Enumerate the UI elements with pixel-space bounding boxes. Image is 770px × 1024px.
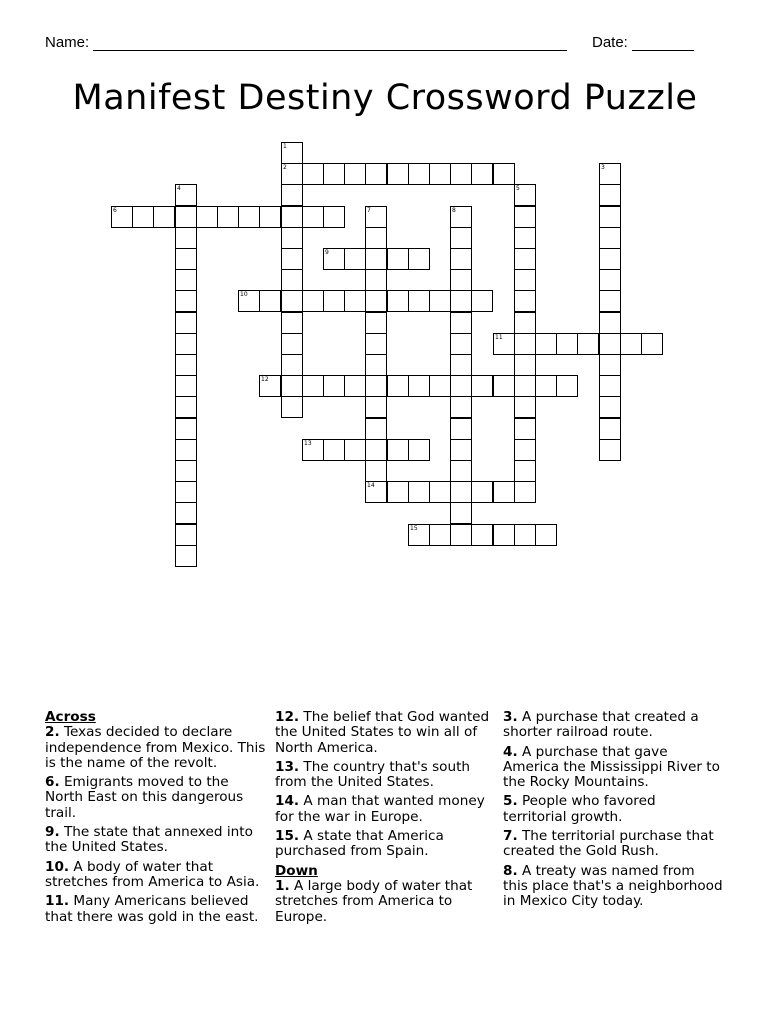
grid-cell[interactable] (175, 184, 197, 206)
grid-cell[interactable] (514, 184, 536, 206)
clue-number: 7 (367, 207, 371, 214)
grid-cell[interactable] (493, 163, 515, 185)
grid-cell[interactable] (599, 248, 621, 270)
grid-cell[interactable] (175, 481, 197, 503)
grid-cell[interactable] (387, 439, 409, 461)
grid-cell[interactable] (599, 396, 621, 418)
grid-cell[interactable] (238, 290, 260, 312)
across-heading: Across (45, 709, 96, 725)
grid-cell[interactable] (259, 375, 281, 397)
grid-cell[interactable] (323, 163, 345, 185)
clues-column-1 (45, 710, 267, 929)
grid-cell[interactable] (175, 396, 197, 418)
clue-item (503, 864, 723, 910)
grid-cell[interactable] (344, 248, 366, 270)
grid-cell[interactable] (175, 460, 197, 482)
grid-cell[interactable] (365, 418, 387, 440)
clue-item (45, 860, 267, 891)
grid-cell[interactable] (323, 248, 345, 270)
grid-cell[interactable] (514, 312, 536, 334)
clue-number: 12. (275, 709, 300, 725)
clue-number: 11 (495, 334, 503, 341)
clue-text: Many Americans believed that there was gold in the east. (45, 893, 259, 925)
grid-cell[interactable] (493, 524, 515, 546)
grid-cell[interactable] (365, 163, 387, 185)
grid-cell[interactable] (217, 206, 239, 228)
clue-number: 14. (275, 793, 300, 810)
grid-cell[interactable] (132, 206, 154, 228)
grid-cell[interactable] (365, 333, 387, 355)
grid-cell[interactable] (281, 396, 303, 418)
clue-item (503, 710, 723, 741)
clue-text: A treaty was named from this place that's a neighborhood in Mexico City today. (503, 862, 723, 910)
grid-cell[interactable] (111, 206, 133, 228)
clue-text: The country that's south from the United States. (275, 758, 471, 791)
grid-cell[interactable] (153, 206, 175, 228)
grid-cell[interactable] (281, 290, 303, 312)
grid-cell[interactable] (471, 290, 493, 312)
clue-number: 4. (503, 743, 518, 760)
grid-cell[interactable] (556, 333, 578, 355)
grid-cell[interactable] (450, 206, 472, 228)
clue-number: 12 (261, 376, 269, 383)
grid-cell[interactable] (408, 248, 430, 270)
grid-cell[interactable] (344, 163, 366, 185)
grid-cell[interactable] (493, 481, 515, 503)
clue-item (45, 775, 267, 821)
grid-cell[interactable] (450, 439, 472, 461)
grid-cell[interactable] (175, 333, 197, 355)
grid-cell[interactable] (450, 418, 472, 440)
grid-cell[interactable] (365, 375, 387, 397)
grid-cell[interactable] (387, 481, 409, 503)
clue-item (275, 710, 493, 756)
grid-cell[interactable] (429, 375, 451, 397)
grid-cell[interactable] (365, 248, 387, 270)
grid-cell[interactable] (365, 481, 387, 503)
clue-number: 13. (275, 758, 300, 775)
date-label: Date: (592, 34, 628, 51)
grid-cell[interactable] (599, 227, 621, 249)
grid-cell[interactable] (493, 375, 515, 397)
grid-cell[interactable] (514, 375, 536, 397)
name-label: Name: (45, 34, 90, 51)
clue-text: A purchase that gave America the Mississippi River to the Rocky Mountains. (503, 743, 720, 791)
clue-text: The territorial purchase that created the Gold Rush. (503, 828, 714, 860)
grid-cell[interactable] (408, 290, 430, 312)
grid-cell[interactable] (365, 439, 387, 461)
grid-cell[interactable] (281, 333, 303, 355)
grid-cell[interactable] (281, 184, 303, 206)
grid-cell[interactable] (281, 269, 303, 291)
grid-cell[interactable] (302, 290, 324, 312)
grid-cell[interactable] (450, 460, 472, 482)
grid-cell[interactable] (323, 375, 345, 397)
clue-item (275, 794, 493, 825)
clue-number: 3. (503, 709, 518, 725)
grid-cell[interactable] (450, 524, 472, 546)
clue-number: 2. (45, 724, 60, 741)
clue-text: Texas decided to declare independence from Mexico. This is the name of the revolt. (45, 724, 266, 771)
clue-item (503, 745, 723, 791)
clue-text: The belief that God wanted the United States to win all of North America. (275, 709, 490, 756)
grid-cell[interactable] (175, 227, 197, 249)
grid-cell[interactable] (577, 333, 599, 355)
clue-text: People who favored territorial growth. (503, 793, 656, 825)
clue-number: 15 (410, 525, 418, 532)
grid-cell[interactable] (493, 333, 515, 355)
grid-cell[interactable] (599, 269, 621, 291)
clue-number: 1 (283, 143, 287, 150)
grid-cell[interactable] (281, 248, 303, 270)
grid-cell[interactable] (175, 502, 197, 524)
grid-cell[interactable] (365, 227, 387, 249)
grid-cell[interactable] (450, 312, 472, 334)
grid-cell[interactable] (281, 227, 303, 249)
grid-cell[interactable] (365, 269, 387, 291)
grid-cell[interactable] (175, 290, 197, 312)
grid-cell[interactable] (196, 206, 218, 228)
grid-cell[interactable] (620, 333, 642, 355)
clue-number: 10 (240, 291, 248, 298)
grid-cell[interactable] (365, 312, 387, 334)
grid-cell[interactable] (302, 375, 324, 397)
grid-cell[interactable] (175, 524, 197, 546)
grid-cell[interactable] (535, 375, 557, 397)
grid-cell[interactable] (302, 206, 324, 228)
grid-cell[interactable] (471, 524, 493, 546)
grid-cell[interactable] (599, 375, 621, 397)
clue-number: 14 (367, 482, 375, 489)
grid-cell[interactable] (387, 163, 409, 185)
clue-item (45, 894, 267, 925)
grid-cell[interactable] (599, 439, 621, 461)
page-title: Manifest Destiny Crossword Puzzle (72, 78, 698, 118)
grid-cell[interactable] (514, 248, 536, 270)
grid-cell[interactable] (450, 354, 472, 376)
grid-cell[interactable] (408, 481, 430, 503)
grid-cell[interactable] (175, 545, 197, 567)
grid-cell[interactable] (514, 333, 536, 355)
grid-cell[interactable] (535, 524, 557, 546)
clue-item (45, 725, 267, 771)
grid-cell[interactable] (408, 524, 430, 546)
grid-cell[interactable] (514, 206, 536, 228)
clue-item (503, 829, 723, 860)
grid-cell[interactable] (365, 460, 387, 482)
grid-cell[interactable] (514, 439, 536, 461)
grid-cell[interactable] (387, 375, 409, 397)
clue-item (275, 829, 493, 860)
down-heading: Down (275, 862, 318, 879)
clue-number: 2 (283, 164, 287, 171)
grid-cell[interactable] (323, 290, 345, 312)
grid-cell[interactable] (281, 206, 303, 228)
grid-cell[interactable] (641, 333, 663, 355)
clue-item (275, 879, 493, 925)
grid-cell[interactable] (175, 375, 197, 397)
grid-cell[interactable] (344, 290, 366, 312)
grid-cell[interactable] (302, 163, 324, 185)
clue-number: 5 (516, 185, 520, 192)
grid-cell[interactable] (281, 142, 303, 164)
grid-cell[interactable] (599, 333, 621, 355)
grid-cell[interactable] (365, 206, 387, 228)
grid-cell[interactable] (556, 375, 578, 397)
clue-number: 5. (503, 793, 518, 810)
grid-cell[interactable] (599, 418, 621, 440)
clue-number: 10. (45, 858, 70, 875)
grid-cell[interactable] (175, 269, 197, 291)
grid-cell[interactable] (450, 163, 472, 185)
clue-number: 8 (452, 207, 456, 214)
grid-cell[interactable] (450, 502, 472, 524)
clue-number: 8. (503, 862, 518, 879)
clue-number: 7. (503, 828, 518, 845)
grid-cell[interactable] (175, 312, 197, 334)
grid-cell[interactable] (450, 290, 472, 312)
grid-cell[interactable] (599, 206, 621, 228)
clue-number: 15. (275, 828, 300, 845)
grid-cell[interactable] (514, 481, 536, 503)
clue-number: 4 (177, 185, 181, 192)
grid-cell[interactable] (408, 375, 430, 397)
grid-cell[interactable] (175, 248, 197, 270)
clue-number: 9. (45, 824, 60, 841)
grid-cell[interactable] (365, 396, 387, 418)
grid-cell[interactable] (302, 439, 324, 461)
grid-cell[interactable] (238, 206, 260, 228)
grid-cell[interactable] (514, 354, 536, 376)
grid-cell[interactable] (365, 354, 387, 376)
grid-cell[interactable] (281, 354, 303, 376)
grid-cell[interactable] (514, 396, 536, 418)
grid-cell[interactable] (259, 206, 281, 228)
grid-cell[interactable] (599, 354, 621, 376)
grid-cell[interactable] (450, 481, 472, 503)
grid-cell[interactable] (514, 227, 536, 249)
grid-cell[interactable] (514, 269, 536, 291)
grid-cell[interactable] (365, 290, 387, 312)
clue-text: A purchase that created a shorter railroad route. (503, 709, 699, 741)
clue-text: The state that annexed into the United States. (45, 824, 253, 856)
grid-cell[interactable] (599, 163, 621, 185)
clue-text: A body of water that stretches from America to Asia. (45, 858, 260, 890)
grid-cell[interactable] (450, 396, 472, 418)
grid-cell[interactable] (450, 227, 472, 249)
clue-item (503, 794, 723, 825)
clue-number: 9 (325, 249, 329, 256)
clue-number: 11. (45, 893, 70, 910)
grid-cell[interactable] (387, 248, 409, 270)
grid-cell[interactable] (450, 248, 472, 270)
clue-text: A large body of water that stretches from America to Europe. (275, 877, 473, 925)
grid-cell[interactable] (175, 354, 197, 376)
grid-cell[interactable] (471, 375, 493, 397)
grid-cell[interactable] (599, 184, 621, 206)
clue-number: 6 (113, 207, 117, 214)
clue-number: 13 (304, 440, 312, 447)
grid-cell[interactable] (408, 163, 430, 185)
grid-cell[interactable] (471, 163, 493, 185)
clue-number: 6. (45, 774, 60, 791)
grid-cell[interactable] (535, 333, 557, 355)
grid-cell[interactable] (259, 290, 281, 312)
grid-cell[interactable] (429, 290, 451, 312)
grid-cell[interactable] (450, 333, 472, 355)
grid-cell[interactable] (323, 439, 345, 461)
grid-cell[interactable] (281, 375, 303, 397)
grid-cell[interactable] (429, 163, 451, 185)
grid-cell[interactable] (281, 163, 303, 185)
clue-number: 1. (275, 877, 290, 894)
clue-item (275, 760, 493, 791)
grid-cell[interactable] (514, 460, 536, 482)
grid-cell[interactable] (175, 206, 197, 228)
grid-cell[interactable] (175, 418, 197, 440)
grid-cell[interactable] (281, 312, 303, 334)
grid-cell[interactable] (514, 524, 536, 546)
grid-cell[interactable] (514, 290, 536, 312)
grid-cell[interactable] (175, 439, 197, 461)
grid-cell[interactable] (323, 206, 345, 228)
grid-cell[interactable] (344, 439, 366, 461)
grid-cell[interactable] (344, 375, 366, 397)
grid-cell[interactable] (599, 312, 621, 334)
clues-column-2 (275, 710, 493, 929)
grid-cell[interactable] (514, 418, 536, 440)
clue-number: 3 (601, 164, 605, 171)
grid-cell[interactable] (599, 290, 621, 312)
grid-cell[interactable] (450, 375, 472, 397)
grid-cell[interactable] (408, 439, 430, 461)
grid-cell[interactable] (450, 269, 472, 291)
clue-item (45, 825, 267, 856)
clue-text: A man that wanted money for the war in Europe. (275, 793, 485, 825)
clues-column-3 (503, 710, 723, 914)
clue-text: Emigrants moved to the North East on this dangerous trail. (45, 774, 244, 821)
clue-text: A state that America purchased from Spain. (275, 828, 444, 860)
grid-cell[interactable] (471, 481, 493, 503)
grid-cell[interactable] (429, 481, 451, 503)
grid-cell[interactable] (387, 290, 409, 312)
grid-cell[interactable] (429, 524, 451, 546)
